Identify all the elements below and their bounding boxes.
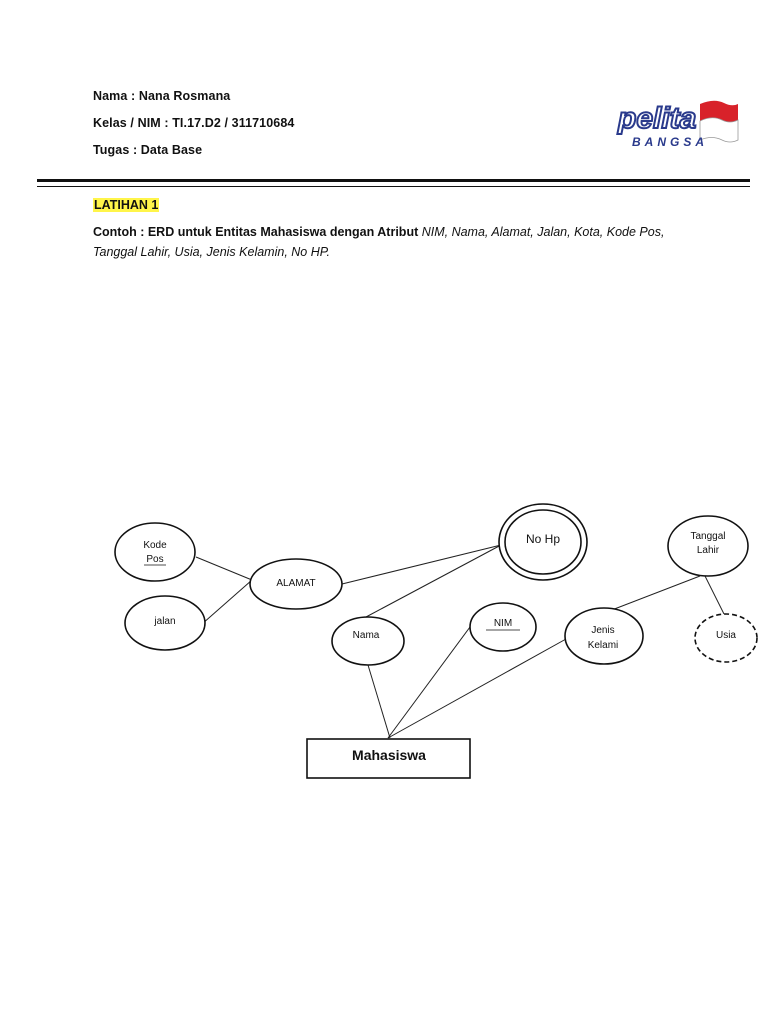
line-jalan-alamat <box>202 580 252 624</box>
description-lead: Contoh : ERD untuk Entitas Mahasiswa dengan Atribut <box>93 225 422 239</box>
label-nama: Nama <box>352 630 380 641</box>
attr-nama <box>332 617 404 665</box>
label-kode-pos-1: Kode <box>143 540 167 551</box>
label-tanggal-lahir-1: Tanggal <box>690 531 726 542</box>
label-alamat: ALAMAT <box>276 578 316 589</box>
section-title: LATIHAN 1 <box>94 198 159 212</box>
label-tanggal-lahir-2: Lahir <box>696 545 720 556</box>
line-nama-mahasiswa <box>368 665 390 738</box>
label-jenis-kelamin-2: Kelami <box>587 640 619 651</box>
attr-kode-pos <box>115 523 195 581</box>
line-jenis-mahasiswa <box>388 639 566 738</box>
line-jenis-tanggal <box>604 576 700 613</box>
label-mahasiswa: Mahasiswa <box>352 747 426 763</box>
label-no-hp: No Hp <box>525 532 561 546</box>
logo-word-bangsa: BANGSA <box>632 135 709 149</box>
label-usia: Usia <box>715 630 737 641</box>
description-attributes: NIM, Nama, Alamat, Jalan, Kota, Kode Pos, Tanggal Lahir, Usia, Jenis Kelamin, No HP. <box>93 225 665 259</box>
line-tanggal-usia <box>705 576 724 614</box>
label-nim: NIM <box>493 618 513 629</box>
student-name: Nama : Nana Rosmana <box>93 89 231 103</box>
attr-jenis-kelamin <box>565 608 643 664</box>
line-alamat-nohp <box>342 545 501 584</box>
logo-word-pelita: pelita <box>618 102 697 135</box>
label-jenis-kelamin-1: Jenis <box>591 625 615 636</box>
student-class-nim: Kelas / NIM : TI.17.D2 / 311710684 <box>93 116 295 130</box>
assignment-subject: Tugas : Data Base <box>93 143 203 157</box>
line-kodepos-alamat <box>196 557 252 580</box>
label-jalan: jalan <box>154 616 176 627</box>
line-nama-nohp <box>366 545 501 617</box>
label-kode-pos-2: Pos <box>146 554 164 565</box>
